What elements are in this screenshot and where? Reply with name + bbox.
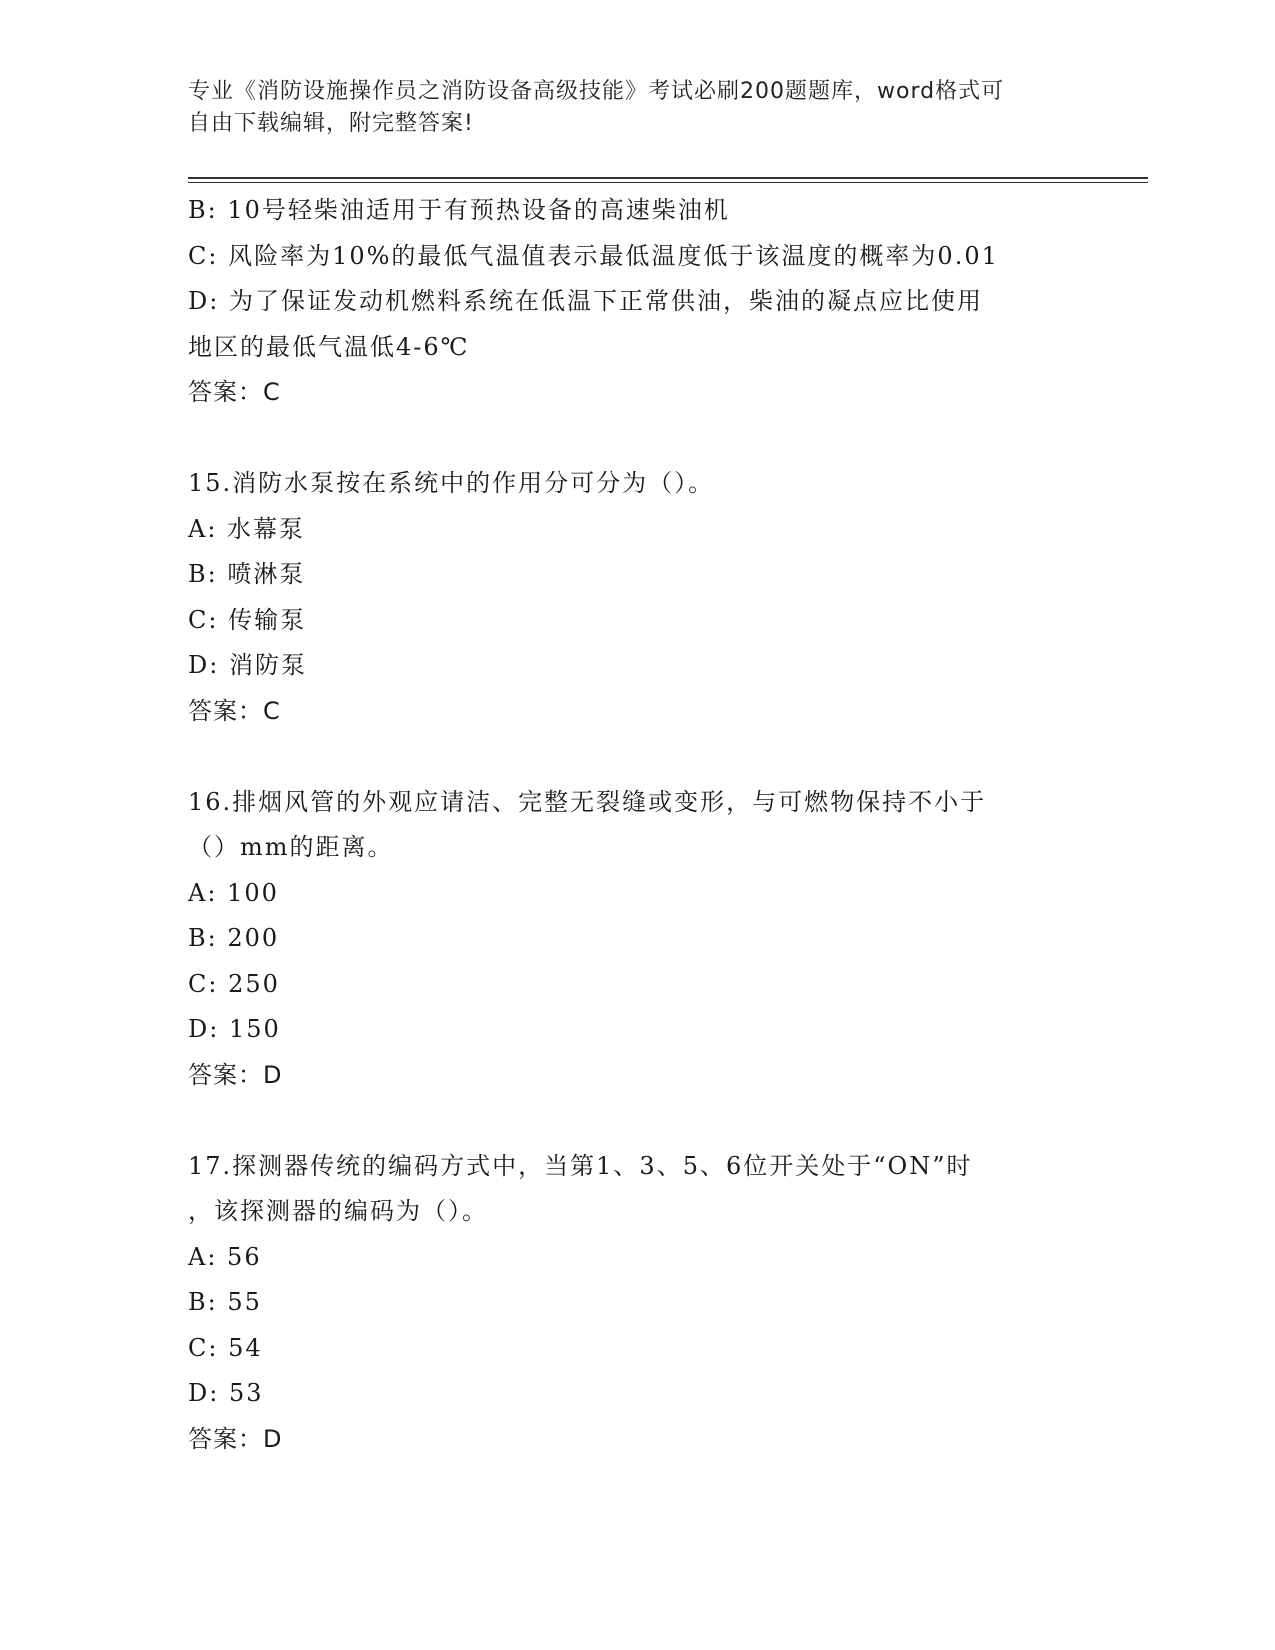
header-rule-thick [188, 177, 1148, 179]
spacer [188, 734, 1068, 780]
option-a: A: 水幕泵 [188, 514, 306, 543]
option-b: B: 55 [188, 1288, 262, 1316]
option-c: C: 250 [188, 969, 280, 998]
option-c: C: 54 [188, 1333, 263, 1362]
header-title-line-2: 自由下载编辑，附完整答案! [188, 111, 474, 136]
option-d: D: 为了保证发动机燃料系统在低温下正常供油，柴油的凝点应比使用 [188, 287, 983, 315]
option-a: A: 56 [188, 1242, 262, 1271]
option-b: B: 喷淋泵 [188, 560, 306, 588]
document-page [188, 0, 1148, 1650]
option-d: D: 53 [188, 1379, 264, 1407]
option-c: C: 传输泵 [188, 605, 307, 634]
answer-line: 答案：D [188, 1060, 283, 1089]
option-a: A: 100 [188, 878, 279, 907]
answer-line: 答案：C [188, 696, 281, 725]
question-text: 17.探测器传统的编码方式中，当第1、3、5、6位开关处于“ON”时 [188, 1151, 973, 1180]
document-content [188, 188, 1068, 1462]
option-b: B: 200 [188, 924, 280, 952]
spacer [188, 416, 1068, 462]
question-text-continued: ，该探测器的编码为（）。 [188, 1197, 488, 1225]
question-17 [188, 1144, 1068, 1463]
question-text: 15.消防水泵按在系统中的作用分可分为（）。 [188, 469, 715, 497]
option-d: D: 消防泵 [188, 651, 307, 679]
option-d: D: 150 [188, 1015, 281, 1043]
spacer [188, 1098, 1068, 1144]
answer-line: 答案：C [188, 378, 281, 406]
document-header [188, 76, 1068, 140]
question-text: 16.排烟风管的外观应请洁、完整无裂缝或变形，与可燃物保持不小于 [188, 787, 987, 816]
option-b: B: 10号轻柴油适用于有预热设备的高速柴油机 [188, 196, 730, 224]
question-text-continued: （）mm的距离。 [188, 833, 394, 861]
header-title-line-1: 专业《消防设施操作员之消防设备高级技能》考试必刷200题题库，word格式可 [188, 79, 1005, 104]
option-c: C: 风险率为10%的最低气温值表示最低温度低于该温度的概率为0.01 [188, 241, 999, 270]
question-16 [188, 780, 1068, 1099]
question-15 [188, 461, 1068, 734]
header-rule-thin [188, 182, 1148, 183]
answer-line: 答案：D [188, 1424, 283, 1453]
option-d-continued: 地区的最低气温低4-6℃ [188, 332, 470, 361]
question-14-continued [188, 188, 1068, 416]
